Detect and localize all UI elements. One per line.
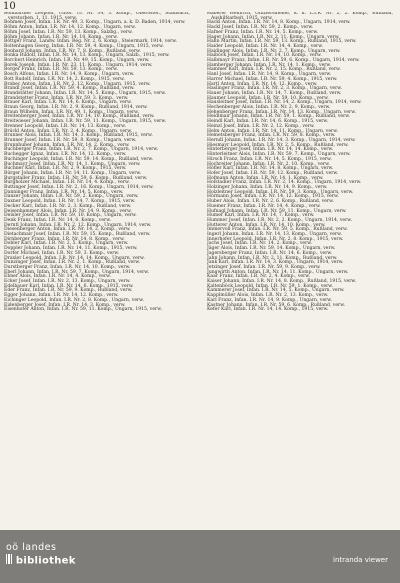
- register-entry: Brenner Leopold, Infan. I.R. Nr. 14, 13. Komp., verw.: [4, 123, 126, 129]
- register-entry: Edelbauer Karl, Infan. I.R. Nr. 14, 6. Komp., 1915, verw.: [4, 283, 134, 289]
- register-entry: Burgholzer Michael, Infan. I.R. Nr. 14, 4. Komp., verw.: [4, 180, 130, 186]
- register-entry: Hafner Franz, Infan. I.R. Nr. 14, 5. Komp., verw.: [207, 29, 319, 35]
- register-entry: Brunner Josef, Infan. I.R. Nr. 59, 8. Komp., Ungarn, verw.: [4, 137, 137, 143]
- register-entry: Ecker Josef, Infan. I.R. Nr. 2, 13. Komp., Ungarn, verw.: [4, 279, 131, 285]
- register-entry: Hahn Martin, Infan. I.R. Nr. 59, 13. Komp., Rußland, 1915, verw.: [207, 39, 357, 45]
- register-entry: Jahn Johann, Infan. I.R. Nr. 2, 11. Komp., Rußland, verw.: [207, 255, 338, 261]
- register-entry: Harrer Michael, Infan. I.R. Nr. 59, 4. Komp., 1915, verw.: [207, 76, 338, 82]
- register-entry: Doppler Johann, Infan. I.R. Nr. 14, 11. Komp., 1915, verw.: [4, 246, 138, 252]
- register-entry: Hiesmayr Leopold, Infan. I.R. Nr. 2, 5. Komp., Rußland, verw.: [207, 142, 349, 148]
- register-entry: Breitwieser Johann, Infan. I.R. Nr. 59, 11. Komp., Ungarn, 1915, verw.: [4, 119, 167, 125]
- register-entry: Buchberger Franz, Infan. I.R. Nr. 2, 7. Komp., Ungarn, 1914, verw.: [4, 147, 159, 153]
- register-entry: Humer Karl, Infan. I.R. Nr. 14, 7. Komp., verw.: [207, 213, 315, 219]
- logo-line-2-row: [6, 554, 126, 567]
- register-entry: Eichinger Leopold, Infan. I.R. Nr. 2, 8. Komp., Ungarn, verw.: [4, 297, 144, 303]
- register-entry: Hofstadler Franz, Infan. I.R. Nr. 2, 14. Komp., Ungarn, 1914, verw.: [207, 180, 362, 186]
- register-entry: Buttinger Josef, Infan. I.R. Nr. 2, 16. Komp., Ungarn, 1914, verw.: [4, 185, 154, 191]
- register-entry: Jagersberger Franz, Infan. I.R. Nr. 14, 6. Komp., verw.: [207, 250, 333, 256]
- register-entry: Hemetsberger Franz, Infan. I.R. Nr. 59, 8. Komp., verw.: [207, 133, 336, 139]
- register-entry: Boltenhagen Georg, Infan. I.R. Nr. 59, 4. Komp., Ungarn, 1915, verw.: [4, 43, 164, 49]
- register-entry: Derntl Johann, Infan. I.R. Nr. 2, 12. Komp., Ungarn, 1914, verw.: [4, 222, 152, 228]
- register-entry: Böhm Anton, Infan. I.R. Nr. 14, 12. Komp., Ungarn, verw.: [4, 25, 136, 31]
- register-entry: Haumer Leopold, Infan. I.R. Nr. 59, 10. Komp., verw.: [207, 95, 329, 101]
- register-entry: Jungwirth Anton, Infan. I.R. Nr. 14, 11. Komp., Ungarn, verw.: [207, 269, 349, 275]
- register-entry: Bohmen Josef, Infan. I.R. Nr. 49, 3. Komp., Ungarn, a. k. D. Baden, 1914, verw.: [4, 20, 186, 26]
- register-entry: Buchegger Ignaz, Infan. I.R. Nr. 14, 12. Komp., verw.: [4, 152, 127, 158]
- register-entry: Diesenberger Anton, Infan. I.R. Nr. 14, 2. Komp., verw.: [4, 227, 131, 233]
- register-entry: Jäger Alois, Infan. I.R. Nr. 59, 14. Komp., Ungarn, verw.: [207, 246, 336, 252]
- register-entry: Kammerer Josef, Infan. I.R. Nr. 14, 5. Komp., Ungarn, verw.: [207, 288, 345, 294]
- register-entry: Burgstaller Franz, Infan. I.R. Nr. 59, 6. Komp., Rußland, verw.: [4, 175, 148, 181]
- register-entry: Hausleitner Josef, Infan. I.R. Nr. 14, 2. Komp., Ungarn, 1914, verw.: [207, 100, 362, 106]
- register-entry: Haberer Heinrich, Offiziersdiener, k. k. L.I.R. Nr. 2, 2. Komp., Rußland, Aushilfsarbeit, 1915, verw.: [207, 12, 393, 21]
- register-entry: Bonhard Johann, Infan. I.R. Nr. 7, 8. Komp., Rußland, verw.: [4, 48, 141, 54]
- register-entry: Dirnberger Franz, Infan. I.R. Nr. 14, 8. Komp., verw.: [4, 236, 125, 242]
- register-entry: Heidlmair Johann, Infan. I.R. Nr. 59, 1. Komp., Rußland, verw.: [207, 114, 351, 120]
- logo-line-1: oö landes: [6, 542, 57, 553]
- register-entry: Hackl Josef, Infan. I.R. Nr. 59, 2. Komp., verw.: [207, 25, 314, 31]
- register-entry: Huemer Franz, Infan. I.R. Nr. 14, 4. Komp., verw.: [207, 203, 321, 209]
- register-entry: Ebner Alois, Infan. I.R. Nr. 14, 4. Komp., verw.: [4, 274, 111, 280]
- register-entry: Brückl Anton, Infan. I.R. Nr. 2, 4. Komp., Ungarn, verw.: [4, 128, 133, 134]
- register-entry: Draxler Leopold, Infan. I.R. Nr. 14, 14. Komp., Ungarn, verw.: [4, 255, 145, 261]
- register-entry: Huber Alois, Infan. I.R. Nr. 2, 6. Komp., Rußland, verw.: [207, 199, 334, 205]
- register-entry: Heindl Karl, Infan. I.R. Nr. 14, 6. Komp., 1915, verw.: [207, 119, 329, 125]
- right-column: [207, 12, 393, 527]
- viewer-footer: [0, 530, 400, 583]
- register-entry: Daxner Leopold, Infan. I.R. Nr. 14, 7. Komp., 1915, verw.: [4, 199, 136, 205]
- register-entry: Bürger Johann, Infan. I.R. Nr. 14, 11. Komp., Ungarn, verw.: [4, 170, 142, 176]
- register-entry: Denk Franz, Infan. I.R. Nr. 14, 6. Komp., verw.: [4, 217, 112, 223]
- register-entry: Jank Karl, Infan. I.R. Nr. 14, 3. Komp., Ungarn, 1914, verw.: [207, 260, 344, 266]
- register-entry: Hirsch Franz, Infan. I.R. Nr. 14, 5. Komp., 1915, verw.: [207, 156, 332, 162]
- register-entry: Kastner Johann, Infan. I.R. Nr. 59, 6. Komp., Rußland, verw.: [207, 302, 346, 308]
- register-entry: Höfler Karl, Infan. I.R. Nr. 14, 8. Komp., Ungarn, verw.: [207, 166, 334, 172]
- register-entry: Dietachmair Josef, Infan. I.R. Nr. 59, 15. Komp., Rußland, verw.: [4, 232, 151, 238]
- viewer-label[interactable]: intranda viewer: [333, 556, 388, 564]
- register-entry: Hanl Josef, Infan. I.R. Nr. 14, 9. Komp., Ungarn, verw.: [207, 72, 332, 78]
- register-entry: Borchert Heinrich, Infan. I.R. Nr. 49, 15. Komp., Ungarn, verw.: [4, 58, 150, 64]
- logo-line-2: bibliothek: [15, 555, 76, 567]
- register-entry: Danninger Franz, Infan. I.R. Nr. 14, 5. Komp., verw.: [4, 189, 124, 195]
- register-entry: Kaar Franz, Infan. I.R. Nr. 2, 4. Komp., verw.: [207, 274, 311, 280]
- register-entry: Brandstätter Johann, Infan. I.R. Nr. 14, 5. Komp., Ungarn, 1915, verw.: [4, 90, 166, 96]
- register-entry: Bosch Alfons, Infan. I.R. Nr. 14, 9. Komp., Ungarn, verw.: [4, 72, 135, 78]
- left-column: [4, 12, 190, 527]
- register-entry: Hofer Josef, Infan. I.R. Nr. 59, 12. Komp., Rußland, verw.: [207, 170, 339, 176]
- register-entry: Hutterer Anton, Infan. I.R. Nr. 14, 10. Komp., verw.: [207, 222, 326, 228]
- register-entry: Brunner Alois, Infan. I.R. Nr. 14, 3. Komp., Rußland, 1915, verw.: [4, 133, 153, 139]
- register-entry: Eisenhofer Anton, Infan. I.R. Nr. 59, 11. Komp., Ungarn, 1915, verw.: [4, 307, 163, 313]
- register-entry: Danzer Johann, Infan. I.R. Nr. 59, 2. Komp., Ungarn, verw.: [4, 194, 139, 200]
- register-entry: Immervoll Franz, Infan. I.R. Nr. 59, 5. Komp., Rußland, verw.: [207, 227, 348, 233]
- register-entry: Heinzl Josef, Infan. I.R. Nr. 2, 12. Komp., verw.: [207, 123, 315, 129]
- register-entry: Braun Georg, Infan. I.R. Nr. 2, 9. Komp., Rußland, 1914, verw.: [4, 105, 148, 111]
- register-entry: Brabec Anton, Infan. I.R. Nr. 2, 12. Komp., Ungarn, 1915, verw.: [4, 81, 151, 87]
- register-entry: Böhm Johann, Infan. I.R. Nr. 14, 10. Komp., verw.: [4, 34, 118, 40]
- register-entry: Böhm Josef, Infan. I.R. Nr. 59, 13. Komp., Salzbg., verw.: [4, 29, 133, 35]
- library-logo[interactable]: [6, 542, 126, 576]
- register-entry: Brandstetter Franz, Infan. I.R. Nr. 59, 3. Komp., verw.: [4, 95, 129, 101]
- register-entry: Kefer Karl, Infan. I.R. Nr. 14, 14. Komp., 1915, verw.: [207, 307, 329, 313]
- register-entry: Borger Franz, Infan. I.R. Nr. 59, 13. Komp., verw.: [4, 67, 118, 73]
- register-entry: Hinterberger Josef, Infan. I.R. Nr. 14, 14. Komp., verw.: [207, 147, 334, 153]
- register-entry: Karl Franz, Infan. I.R. Nr. 14, 9. Komp., Ungarn, verw.: [207, 297, 333, 303]
- register-entry: Deixler Josef, Infan. I.R. Nr. 59, 10. Komp., Ungarn, verw.: [4, 213, 137, 219]
- register-entry: Egger Johann, Infan. I.R. Nr. 14, 12. Komp., verw.: [4, 293, 119, 299]
- register-entry: Haidinger Alois, Infan. I.R. Nr. 2, 7. Komp., Ungarn, verw.: [207, 48, 341, 54]
- register-entry: Hager Johann, Infan. I.R. Nr. 2, 11. Komp., Ungarn, verw.: [207, 34, 340, 40]
- register-entry: Hackl Anton, Infan. I.R. Nr. 14, 8. Komp., Ungarn, 1914, verw.: [207, 20, 351, 26]
- register-entry: Hufnagl Johann, Infan. I.R. Nr. 59, 11. Komp., Ungarn, verw.: [207, 208, 347, 214]
- register-entry: Bott Rudolf, Infan. I.R. Nr. 14, 2. Komp., 1915, verw.: [4, 76, 125, 82]
- register-entry: Helm Anton, Infan. I.R. Nr. 14, 11. Komp., Ungarn, verw.: [207, 128, 339, 134]
- register-entry: Hartl Anton, Infan. I.R. Nr. 14, 12. Komp., verw.: [207, 81, 318, 87]
- register-entry: Borek Joseph, Infan. I.R. Nr. 23, 11. Komp., Ungarn, 1914, verw.: [4, 62, 153, 68]
- register-entry: Breitenberger Josef, Infan. I.R. Nr. 14, 10. Komp., Rußland, verw.: [4, 114, 155, 120]
- register-entry: Eder Franz, Infan. I.R. Nr. 59, 9. Komp., Rußland, verw.: [4, 288, 133, 294]
- register-entry: Bombardier Leopold, Unter. Ul. Nr. 34, 3. Komp., Oberöster., Stadlsarzt, verstorben. 1. 11. 1915, verw.: [4, 12, 190, 21]
- register-entry: Brauer Karl, Infan. I.R. Nr. 14, 6. Komp., Ungarn, verw.: [4, 100, 132, 106]
- register-entry: Hochreiter Johann, Infan. I.R. Nr. 2, 10. Komp., verw.: [207, 161, 330, 167]
- register-entry: Dorfer Michael, Infan. I.R. Nr. 59, 3. Komp., verw.: [4, 250, 120, 256]
- register-entry: Böttger Franz, Landw. Infan. Reg. Nr. 2, 6. Komp., Steiermark, 1914, verw.: [4, 39, 178, 45]
- register-entry: Haslinger Franz, Infan. I.R. Nr. 2, 3. Komp., Ungarn, verw.: [207, 86, 343, 92]
- register-entry: Eberl Johann, Infan. I.R. Nr. 59, 7. Komp., Ungarn, 1914, verw.: [4, 269, 150, 275]
- register-entry: Hörmann Josef, Infan. I.R. Nr. 14, 12. Komp., 1915, verw.: [207, 194, 339, 200]
- register-entry: Buchmayr Josef, Infan. I.R. Nr. 14, 1. Komp., Ungarn, verw.: [4, 161, 141, 167]
- register-entry: Bonka Rudolf, Infan. I.R. Nr. 14, 13. Komp., Ungarn, Salzb., 1915, verw.: [4, 53, 170, 59]
- register-entry: Halbmayr Franz, Infan. I.R. Nr. 59, 6. Komp., Ungarn, 1914, verw.: [207, 58, 360, 64]
- register-entry: Durstberger Franz, Infan. I.R. Nr. 14, 10. Komp., verw.: [4, 264, 131, 270]
- library-bars-icon: [6, 554, 13, 567]
- register-entry: Ingerl Johann, Infan. I.R. Nr. 14, 13. Komp., Ungarn, verw.: [207, 232, 342, 238]
- register-entry: Hinterleitner Alois, Infan. I.R. Nr. 59, 7. Komp., Ungarn, verw.: [207, 152, 351, 158]
- register-entry: Dobler Karl, Infan. I.R. Nr. 2, 5. Komp., Ungarn, verw.: [4, 241, 129, 247]
- register-entry: Innerhofer Leopold, Infan. I.R. Nr. 2, 8. Komp., 1915, verw.: [207, 236, 344, 242]
- register-entry: Hofmann Anton, Infan. I.R. Nr. 14, 1. Komp., verw.: [207, 175, 324, 181]
- register-entry: Dunzinger Josef, Infan. I.R. Nr. 2, 1. Komp., Rußland, verw.: [4, 260, 141, 266]
- register-entry: Jetzinger Josef, Infan. I.R. Nr. 59, 9. Komp., verw.: [207, 264, 321, 270]
- register-entry: Hehenberger Franz, Infan. I.R. Nr. 14, 13. Komp., Ungarn, verw.: [207, 109, 357, 115]
- register-entry: Brunnhuber Johann, Infan. I.R. Nr. 14, 2. Komp., verw.: [4, 142, 130, 148]
- register-entry: Deisenhammer Alois, Infan. I.R. Nr. 14, 9. Komp., verw.: [4, 208, 132, 214]
- register-entry: Kaiser Johann, Infan. I.R. Nr. 14, 8. Komp., Rußland, 1915, verw.: [207, 279, 357, 285]
- register-entry: Kapplmüller Alois, Infan. I.R. Nr. 2, 13. Komp., verw.: [207, 293, 329, 299]
- register-entry: Haiböck Josef, Infan. I.R. Nr. 14, 10. Komp., verw.: [207, 53, 322, 59]
- register-entry: Braun Wilhelm, Infan. I.R. Nr. 49, 1. Komp., Ungarn, verw.: [4, 109, 139, 115]
- register-entry: Decker Karl, Infan. I.R. Nr. 2, 3. Komp., Rußland, verw.: [4, 203, 132, 209]
- register-entry: Haider Leopold, Infan. I.R. Nr. 14, 4. Komp., verw.: [207, 43, 323, 49]
- register-entry: Jachs Josef, Infan. I.R. Nr. 14, 2. Komp., verw.: [207, 241, 313, 247]
- register-entry: Kaltenböck Leopold, Infan. I.R. Nr. 59, 1. Komp., verw.: [207, 283, 334, 289]
- register-entry: Buchinger Leopold, Infan. I.R. Nr. 59, 14. Komp., Rußland, verw.: [4, 156, 154, 162]
- register-entry: Hamberger Johann, Infan. I.R. Nr. 14, 1. Komp., verw.: [207, 62, 332, 68]
- register-entry: Hechenberger Alois, Infan. I.R. Nr. 2, 9. Komp., verw.: [207, 105, 331, 111]
- register-entry: Hummer Josef, Infan. I.R. Nr. 2, 2. Komp., Ungarn, 1914, verw.: [207, 217, 353, 223]
- register-entry: Holzinger Johann, Infan. I.R. Nr. 14, 9. Komp., verw.: [207, 185, 328, 191]
- register-entry: Herndl Johann, Infan. I.R. Nr. 14, 3. Komp., Ungarn, 1914, verw.: [207, 137, 356, 143]
- register-entry: Brandl Josef, Infan. I.R. Nr. 59, 4. Komp., Rußland, verw.: [4, 86, 135, 92]
- register-entry: Buchner Karl, Infan. I.R. Nr. 2, 9. Komp., 1915, verw.: [4, 166, 127, 172]
- register-entry: Hammer Karl, Infan. I.R. Nr. 2, 15. Komp., Rußland, verw.: [207, 67, 341, 73]
- register-entry: Eidenberger Josef, Infan. I.R. Nr. 14, 3. Komp., verw.: [4, 302, 126, 308]
- register-entry: Hauer Johann, Infan. I.R. Nr. 14, 7. Komp., Rußland, verw.: [207, 90, 342, 96]
- page-number: 10: [3, 1, 16, 12]
- register-entry: Holzleitner Leopold, Infan. I.R. Nr. 59, 3. Komp., Ungarn, verw.: [207, 189, 354, 195]
